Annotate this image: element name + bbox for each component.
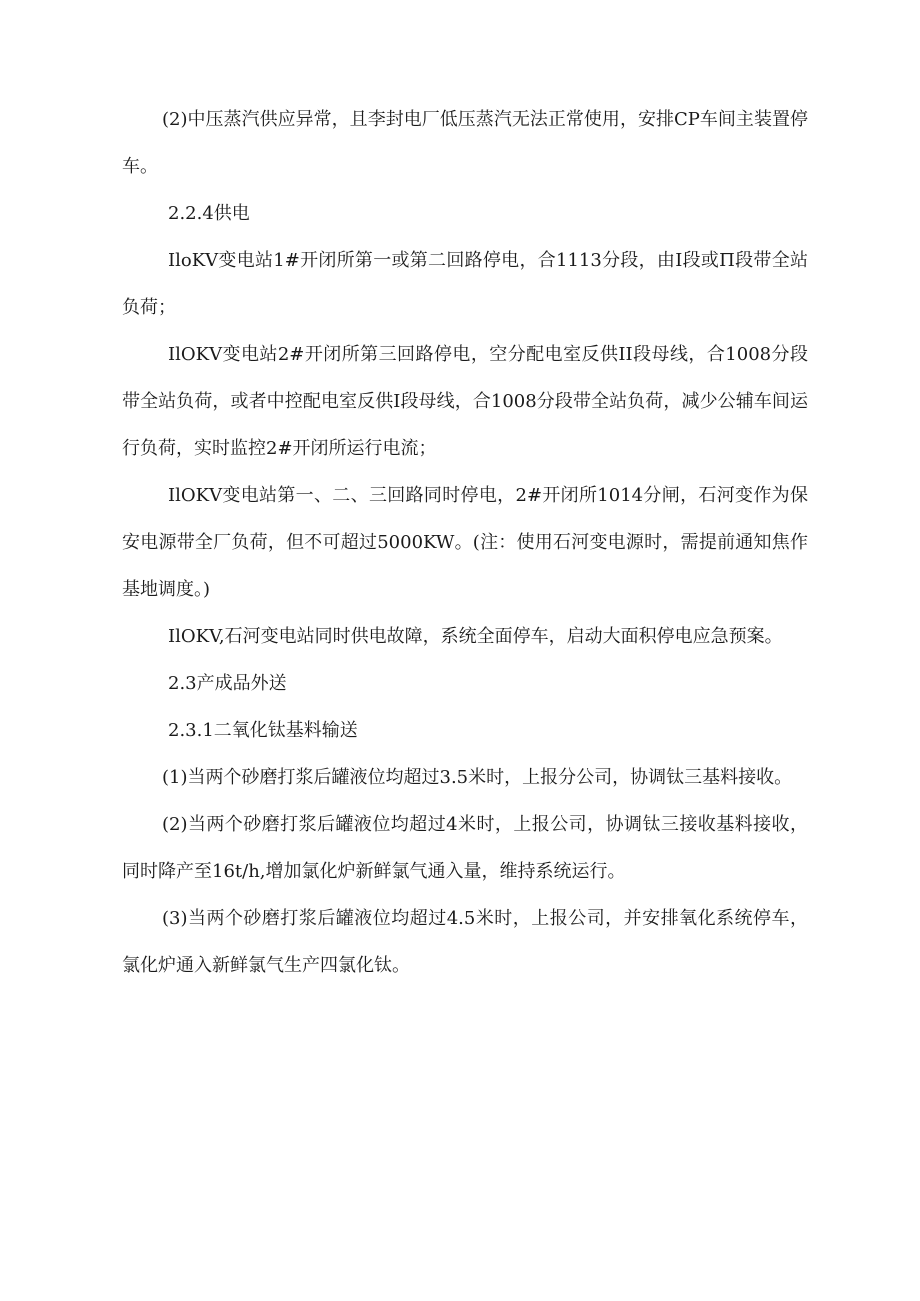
paragraph-power-4: IlOKV,石河变电站同时供电故障，系统全面停车，启动大面积停电应急预案。 [168,626,783,647]
paragraph-tank-2: (2)当两个砂磨打浆后罐液位均超过4米时，上报公司，协调钛三接收基料接收，同时降产至16t/h,增加氯化炉新鲜氯气通入量，维持系统运行。 [122,814,808,882]
document-body [122,96,808,989]
heading-2-3-1: 2.3.1二氧化钛基料输送 [168,720,358,741]
heading-2-3: 2.3产成品外送 [168,673,287,694]
paragraph-tank-3: (3)当两个砂磨打浆后罐液位均超过4.5米时，上报公司，并安排氧化系统停车，氯化炉通入新鲜氯气生产四氯化钛。 [122,908,808,976]
paragraph-power-3: IlOKV变电站第一、二、三回路同时停电，2#开闭所1014分闸，石河变作为保安电源带全厂负荷，但不可超过5000KW。(注：使用石河变电源时，需提前通知焦作基地调度。) [122,485,808,600]
paragraph-power-2: IlOKV变电站2#开闭所第三回路停电，空分配电室反供II段母线，合1008分段带全站负荷，或者中控配电室反供I段母线，合1008分段带全站负荷，减少公辅车间运行负荷，实时监控2#开闭所运行电流； [122,344,808,459]
heading-2-2-4: 2.2.4供电 [168,203,250,224]
paragraph-steam-shutdown: (2)中压蒸汽供应异常，且李封电厂低压蒸汽无法正常使用，安排CP车间主装置停车。 [122,109,808,177]
paragraph-power-1: IloKV变电站1#开闭所第一或第二回路停电，合1113分段，由I段或Π段带全站负荷； [122,250,808,318]
paragraph-tank-1: (1)当两个砂磨打浆后罐液位均超过3.5米时，上报分公司，协调钛三基料接收。 [162,767,793,788]
